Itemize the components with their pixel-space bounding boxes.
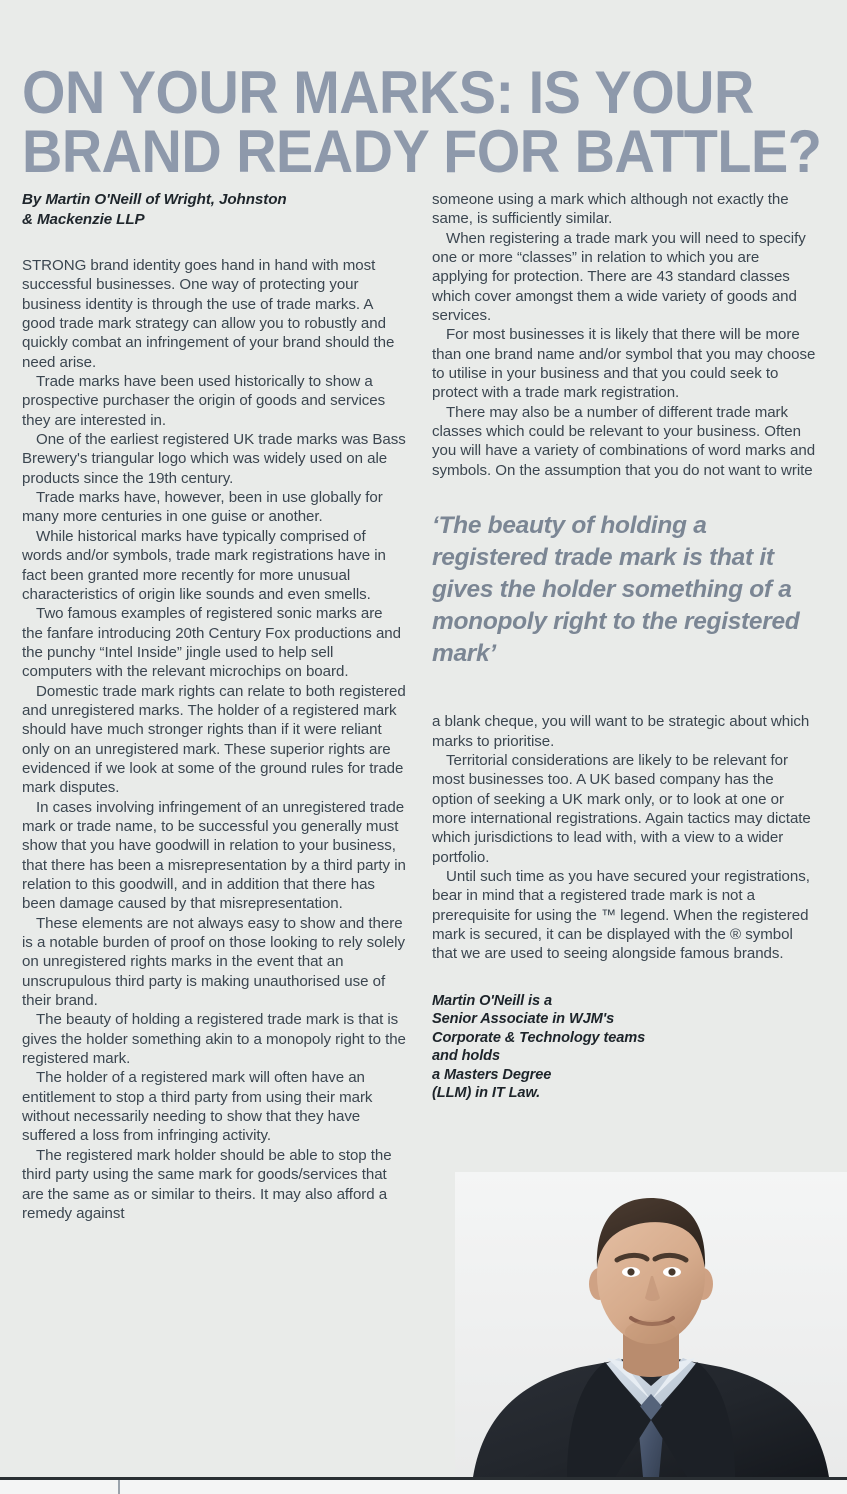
body-paragraph: When registering a trade mark you will need to specify one or more “classes” in relation to which you are applying for protection. There are 43 standard classes which cover amongst them a wide variety of goods and services. bbox=[432, 229, 806, 325]
body-paragraph: The holder of a registered mark will often have an entitlement to stop a third party from using their mark without necessarily needing to show that they have suffered a loss from infringing activity. bbox=[22, 1069, 373, 1145]
body-paragraph: Trade marks have, however, been in use globally for many more centuries in one guise or another. bbox=[22, 489, 383, 526]
article-column-left bbox=[22, 190, 407, 1223]
body-paragraph: Until such time as you have secured your registrations, bear in mind that a registered trade mark is not a prerequisite for using the ™ legend. When the registered mark is secured, it can be displayed with the ® symbol that we are used to seeing alongside famous brands. bbox=[432, 867, 810, 963]
body-paragraph: These elements are not always easy to show and there is a notable burden of proof on those looking to rely solely on unregistered rights marks in the event that an unscrupulous third party is making unauthorised use of their brand. bbox=[22, 914, 405, 1010]
byline-line-2: & Mackenzie LLP bbox=[22, 211, 145, 228]
page-bottom-strip bbox=[0, 1480, 847, 1494]
body-paragraph: Domestic trade mark rights can relate to both registered and unregistered marks. The holder of a registered mark should have much stronger rights than if it were reliant only on an unregistered mark. These superior rights are evidenced if we look at some of the ground rules for trade mark disputes. bbox=[22, 682, 406, 797]
body-paragraph: someone using a mark which although not exactly the same, is sufficiently similar. bbox=[432, 191, 789, 228]
page-title bbox=[22, 59, 822, 185]
body-paragraph: The registered mark holder should be able to stop the third party using the same mark for goods/services that are the same as or similar to theirs. It may also afford a remedy against bbox=[22, 1146, 392, 1222]
body-paragraph: For most businesses it is likely that there will be more than one brand name and/or symbol that you may choose to utilise in your business and that you could seek to protect with a trade mark registration. bbox=[432, 326, 816, 402]
body-paragraph: One of the earliest registered UK trade marks was Bass Brewery's triangular logo which was widely used on ale products since the 19th century. bbox=[22, 431, 406, 487]
author-bio-line-6: (LLM) in IT Law. bbox=[432, 1085, 541, 1102]
body-paragraph: While historical marks have typically comprised of words and/or symbols, trade mark registrations have in fact been granted more recently for more unusual characteristics of origin like sounds and even smells. bbox=[22, 527, 386, 603]
byline bbox=[22, 190, 407, 230]
author-bio bbox=[432, 992, 817, 1103]
article-column-right bbox=[432, 190, 817, 1103]
author-bio-line-3: Corporate & Technology teams bbox=[432, 1029, 646, 1046]
body-paragraph: Trade marks have been used historically to show a prospective purchaser the origin of goods and services they are interested in. bbox=[22, 373, 386, 429]
page-bottom-strip-tick bbox=[118, 1480, 120, 1494]
author-photo bbox=[455, 1172, 847, 1477]
author-bio-line-4: and holds bbox=[432, 1048, 501, 1065]
body-paragraph: The beauty of holding a registered trade mark is that is gives the holder something akin to a monopoly right to the registered mark. bbox=[22, 1011, 406, 1068]
body-paragraph: There may also be a number of different trade mark classes which could be relevant to your business. Often you will have a variety of combinations of word marks and symbols. On the assumption that you do not want to write bbox=[432, 403, 816, 479]
body-paragraph: a blank cheque, you will want to be strategic about which marks to prioritise. bbox=[432, 713, 810, 750]
body-paragraph: Territorial considerations are likely to be relevant for most businesses too. A UK based company has the option of seeking a UK mark only, or to look at one or more international registrations. Again tactics may dictate which jurisdictions to lead with, with a view to a wider portfolio. bbox=[432, 751, 811, 866]
byline-line-1: By Martin O'Neill of Wright, Johnston bbox=[22, 191, 287, 208]
author-bio-line-5: a Masters Degree bbox=[432, 1066, 552, 1083]
author-bio-line-1: Martin O'Neill is a bbox=[432, 992, 552, 1009]
body-paragraph: In cases involving infringement of an unregistered trade mark or trade name, to be successful you generally must show that you have goodwill in relation to your business, that there has been a misrepresentation by a third party in relation to this goodwill, and in addition that there has been damage caused by that misrepresentation. bbox=[22, 798, 406, 913]
headline-line-2: BRAND READY FOR BATTLE? bbox=[22, 117, 822, 185]
author-bio-line-2: Senior Associate in WJM's bbox=[432, 1011, 615, 1028]
body-paragraph: Two famous examples of registered sonic marks are the fanfare introducing 20th Century Fox productions and the punchy “Intel Inside” jingle used to help sell computers with the relevant microchips on board. bbox=[22, 605, 401, 681]
author-photo-image bbox=[455, 1172, 847, 1477]
headline-line-1: ON YOUR MARKS: IS YOUR bbox=[22, 59, 754, 127]
pull-quote: ‘The beauty of holding a registered trade mark is that it gives the holder something of a monopoly right to the registered mark’ bbox=[432, 512, 800, 668]
body-paragraph: STRONG brand identity goes hand in hand with most successful businesses. One way of protecting your business identity is through the use of trade marks. A good trade mark strategy can allow you to robustly and quickly combat an infringement of your brand should the need arise. bbox=[22, 257, 395, 371]
